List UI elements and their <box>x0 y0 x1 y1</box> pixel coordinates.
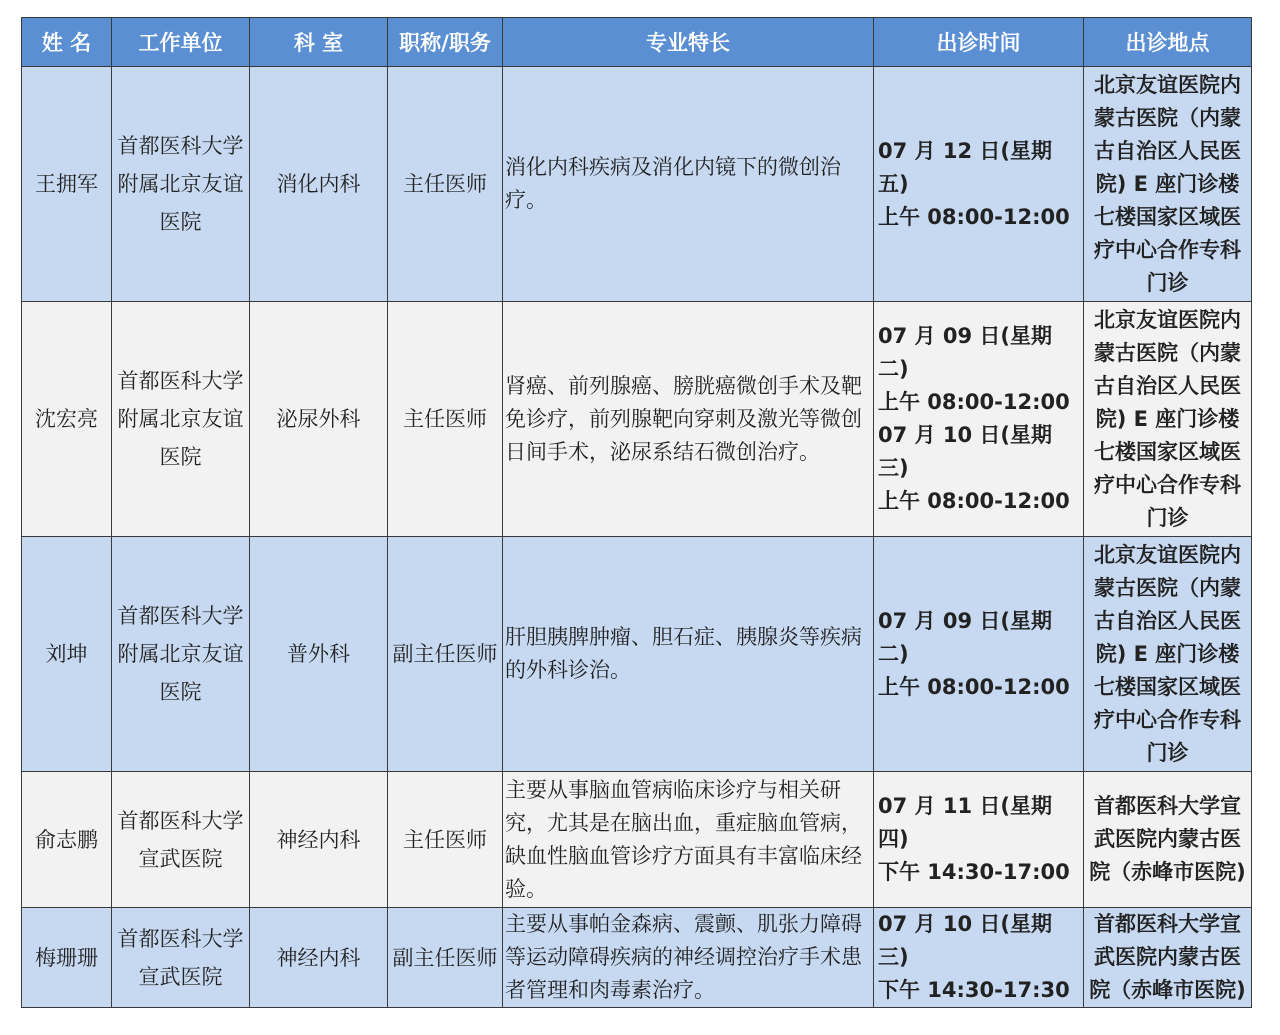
job-title: 主任医师 <box>388 67 503 302</box>
time-line: 上午 08:00-12:00 <box>878 390 1070 414</box>
clinic-place: 北京友谊医院内蒙古医院（内蒙古自治区人民医院) E 座门诊楼七楼国家区域医疗中心合作专科门诊 <box>1084 302 1252 537</box>
clinic-place: 首都医科大学宣武医院内蒙古医院（赤峰市医院) <box>1084 772 1252 908</box>
clinic-place: 首都医科大学宣武医院内蒙古医院（赤峰市医院) <box>1084 908 1252 1008</box>
department: 神经内科 <box>250 772 388 908</box>
time-line: 07 月 09 日(星期二) <box>878 324 1052 381</box>
time-line: 上午 08:00-12:00 <box>878 489 1070 513</box>
job-title: 副主任医师 <box>388 908 503 1008</box>
specialty: 主要从事脑血管病临床诊疗与相关研究，尤其是在脑出血，重症脑血管病，缺血性脑血管诊疗方面具有丰富临床经验。 <box>503 772 874 908</box>
header-dept: 科 室 <box>250 18 388 67</box>
header-time: 出诊时间 <box>874 18 1084 67</box>
doctor-name: 刘坤 <box>22 537 112 772</box>
doctor-name: 梅珊珊 <box>22 908 112 1008</box>
schedule-table-container <box>21 17 1252 1008</box>
table-row <box>22 302 1252 537</box>
header-row <box>22 18 1252 67</box>
header-unit: 工作单位 <box>112 18 250 67</box>
time-line: 07 月 10 日(星期三) <box>878 423 1052 480</box>
work-unit: 首都医科大学宣武医院 <box>112 908 250 1008</box>
work-unit: 首都医科大学附属北京友谊医院 <box>112 67 250 302</box>
doctor-name: 俞志鹏 <box>22 772 112 908</box>
job-title: 副主任医师 <box>388 537 503 772</box>
table-row <box>22 908 1252 1008</box>
clinic-place: 北京友谊医院内蒙古医院（内蒙古自治区人民医院) E 座门诊楼七楼国家区域医疗中心合作专科门诊 <box>1084 67 1252 302</box>
department: 泌尿外科 <box>250 302 388 537</box>
specialty: 肝胆胰脾肿瘤、胆石症、胰腺炎等疾病的外科诊治。 <box>503 537 874 772</box>
job-title: 主任医师 <box>388 302 503 537</box>
header-title: 职称/职务 <box>388 18 503 67</box>
table-row <box>22 67 1252 302</box>
time-line: 07 月 10 日(星期三) <box>878 912 1052 969</box>
specialty: 消化内科疾病及消化内镜下的微创治疗。 <box>503 67 874 302</box>
department: 神经内科 <box>250 908 388 1008</box>
specialty: 肾癌、前列腺癌、膀胱癌微创手术及靶免诊疗，前列腺靶向穿刺及激光等微创日间手术，泌尿系结石微创治疗。 <box>503 302 874 537</box>
table-row <box>22 537 1252 772</box>
department: 消化内科 <box>250 67 388 302</box>
time-line: 上午 08:00-12:00 <box>878 204 1070 229</box>
header-specialty: 专业特长 <box>503 18 874 67</box>
time-line: 上午 08:00-12:00 <box>878 674 1070 699</box>
time-line: 下午 14:30-17:00 <box>878 860 1070 884</box>
time-line: 07 月 11 日(星期四) <box>878 794 1052 851</box>
header-name: 姓 名 <box>22 18 112 67</box>
doctor-name: 沈宏亮 <box>22 302 112 537</box>
clinic-time <box>874 908 1084 1008</box>
clinic-time <box>874 537 1084 772</box>
doctor-name: 王拥军 <box>22 67 112 302</box>
clinic-time <box>874 302 1084 537</box>
job-title: 主任医师 <box>388 772 503 908</box>
time-line: 07 月 12 日(星期五) <box>878 138 1052 196</box>
department: 普外科 <box>250 537 388 772</box>
work-unit: 首都医科大学附属北京友谊医院 <box>112 302 250 537</box>
time-line: 下午 14:30-17:30 <box>878 978 1070 1002</box>
table-row <box>22 772 1252 908</box>
clinic-time <box>874 67 1084 302</box>
work-unit: 首都医科大学附属北京友谊医院 <box>112 537 250 772</box>
work-unit: 首都医科大学宣武医院 <box>112 772 250 908</box>
specialty: 主要从事帕金森病、震颤、肌张力障碍等运动障碍疾病的神经调控治疗手术患者管理和肉毒素治疗。 <box>503 908 874 1008</box>
clinic-time <box>874 772 1084 908</box>
schedule-table <box>21 17 1252 1008</box>
time-line: 07 月 09 日(星期二) <box>878 608 1052 666</box>
header-place: 出诊地点 <box>1084 18 1252 67</box>
clinic-place: 北京友谊医院内蒙古医院（内蒙古自治区人民医院) E 座门诊楼七楼国家区域医疗中心合作专科门诊 <box>1084 537 1252 772</box>
